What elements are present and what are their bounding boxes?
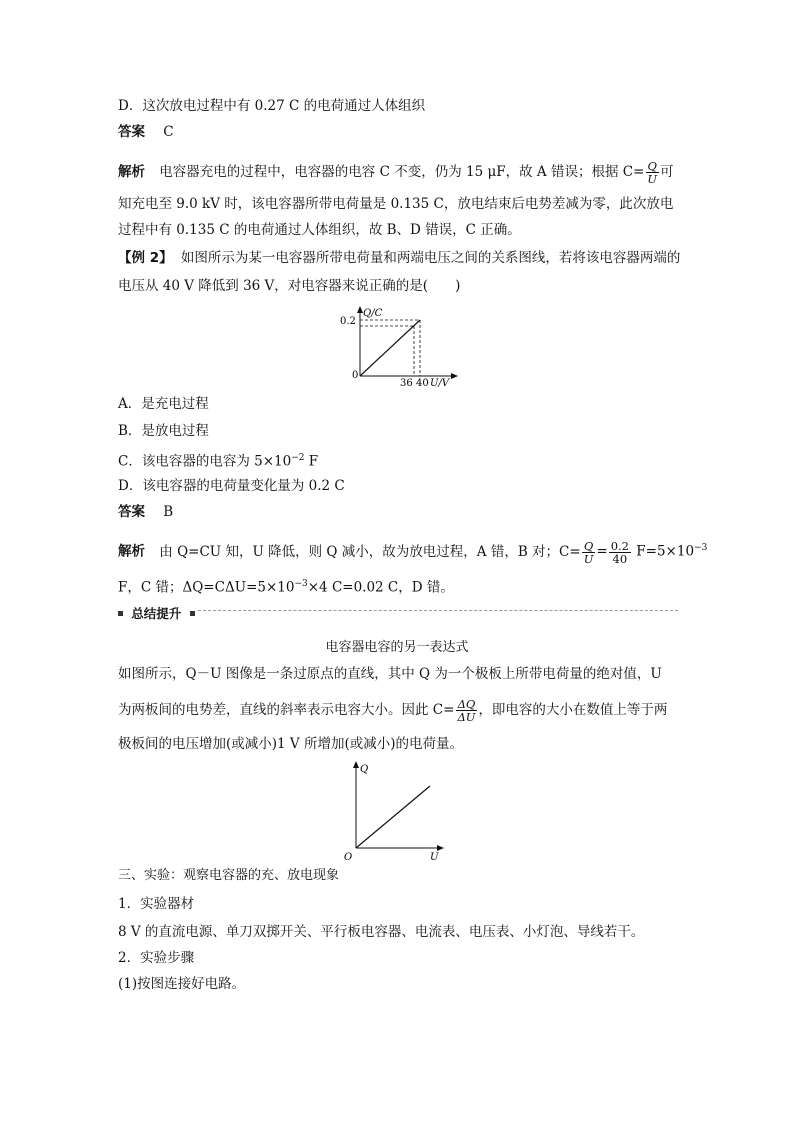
answer-2 [118, 502, 173, 522]
answer-label: 答案 [118, 124, 145, 140]
qu-line [356, 786, 430, 848]
x-axis-arrow-icon [451, 373, 458, 379]
analysis-1-line-2: 知充电至 9.0 kV 时，该电容器所带电荷量是 0.135 C，放电结束后电势差减为零，此次放电 [118, 196, 674, 212]
section-3-heading: 三、实验：观察电容器的充、放电现象 [118, 868, 340, 883]
example-2-line-2: 电压从 40 V 降低到 36 V，对电容器来说正确的是( ) [118, 278, 461, 294]
item-1-heading: 1．实验器材 [118, 896, 195, 912]
item-1-text: 8 V 的直流电源、单刀双掷开关、平行板电容器、电流表、电压表、小灯泡、导线若干。 [118, 924, 645, 940]
option-b: B．是放电过程 [118, 423, 209, 439]
y-axis-label: Q/C [363, 308, 383, 319]
summary-bar [118, 604, 678, 621]
fraction-dq-over-du: $\frac{\Delta Q}{\Delta U}$ [457, 697, 476, 724]
item-2-text: (1)按图连接好电路。 [118, 976, 246, 992]
y-tick-label: 0.2 [340, 316, 356, 327]
analysis-1-line-3: 过程中有 0.135 C 的电荷通过人体组织，故 B、D 错误，C 正确。 [118, 222, 521, 238]
summary-title: 总结提升 [131, 606, 182, 621]
analysis-2-line-1: 解析 由 Q=CU 知，U 降低，则 Q 减小，故为放电过程，A 错，B 对；C= $\frac{Q}{U}$ = $\frac{0.2}{40}$ $F=5\times 10^{-3}$ [118, 538, 708, 566]
analysis-label: 解析 [118, 543, 145, 560]
prev-option-d: D．这次放电过程中有 0.27 C 的电荷通过人体组织 [118, 98, 426, 114]
summary-heading: 电容器电容的另一表达式 [325, 640, 469, 655]
answer-value: B [163, 504, 174, 520]
summary-line-3: 极板间的电压增加(或减小)1 V 所增加(或减小)的电荷量。 [118, 736, 463, 752]
fraction-numeric: $\frac{0.2}{40}$ [610, 538, 629, 566]
qu-line [360, 320, 420, 376]
x-tick-36: 36 [400, 378, 413, 388]
answer-value: C [163, 124, 174, 140]
x-axis-label: U [430, 852, 439, 863]
dashed-divider [198, 610, 678, 611]
analysis-1-line-1: 解析 电容器充电的过程中，电容器的电容 C 不变，仍为 15 μF，故 A 错误；根据 C= $\frac{Q}{U}$ 可 [118, 159, 674, 186]
qc-graph-1 [336, 304, 466, 388]
analysis-label: 解析 [118, 164, 145, 180]
item-2-heading: 2．实验步骤 [118, 950, 195, 966]
example-tag: 【例 2】 [118, 250, 173, 266]
option-d: D．该电容器的电荷量变化量为 0.2 C [118, 478, 345, 494]
answer-label: 答案 [118, 504, 145, 520]
summary-line-2: 为两板间的电势差，直线的斜率表示电容大小。因此 C= $\frac{\Delta Q}{\Delta U}$ ，即电容的大小在数值上等于两 [118, 697, 668, 724]
example-2-line-1: 【例 2】 如图所示为某一电容器所带电荷量和两端电压之间的关系图线，若将该电容器两端的 [118, 250, 681, 266]
y-axis-label: Q [360, 764, 369, 775]
option-c: C．该电容器的电容为 $5\times 10^{-2}$ F [118, 453, 319, 470]
answer-1 [118, 122, 174, 142]
x-axis-arrow-icon [437, 845, 444, 851]
square-bullet-icon [118, 611, 123, 616]
origin-label: O [344, 852, 353, 863]
qu-graph-2 [340, 758, 450, 864]
x-axis-label: U/V [430, 378, 450, 388]
analysis-2-line-2: F，C 错；$\Delta Q=C\Delta U=5\times 10^{-3}\times 4$ C=0.02 C，D 错。 [118, 579, 454, 596]
square-bullet-icon [190, 611, 195, 616]
y-axis-arrow-icon [353, 761, 359, 768]
origin-label: 0 [352, 370, 359, 381]
fraction-q-over-u-2: $\frac{Q}{U}$ [583, 538, 594, 566]
fraction-q-over-u: $\frac{Q}{U}$ [647, 159, 658, 186]
option-a: A．是充电过程 [118, 396, 209, 412]
x-tick-40: 40 [416, 378, 429, 388]
summary-line-1: 如图所示，Q－U 图像是一条过原点的直线，其中 Q 为一个极板上所带电荷量的绝对值，U [118, 666, 662, 682]
